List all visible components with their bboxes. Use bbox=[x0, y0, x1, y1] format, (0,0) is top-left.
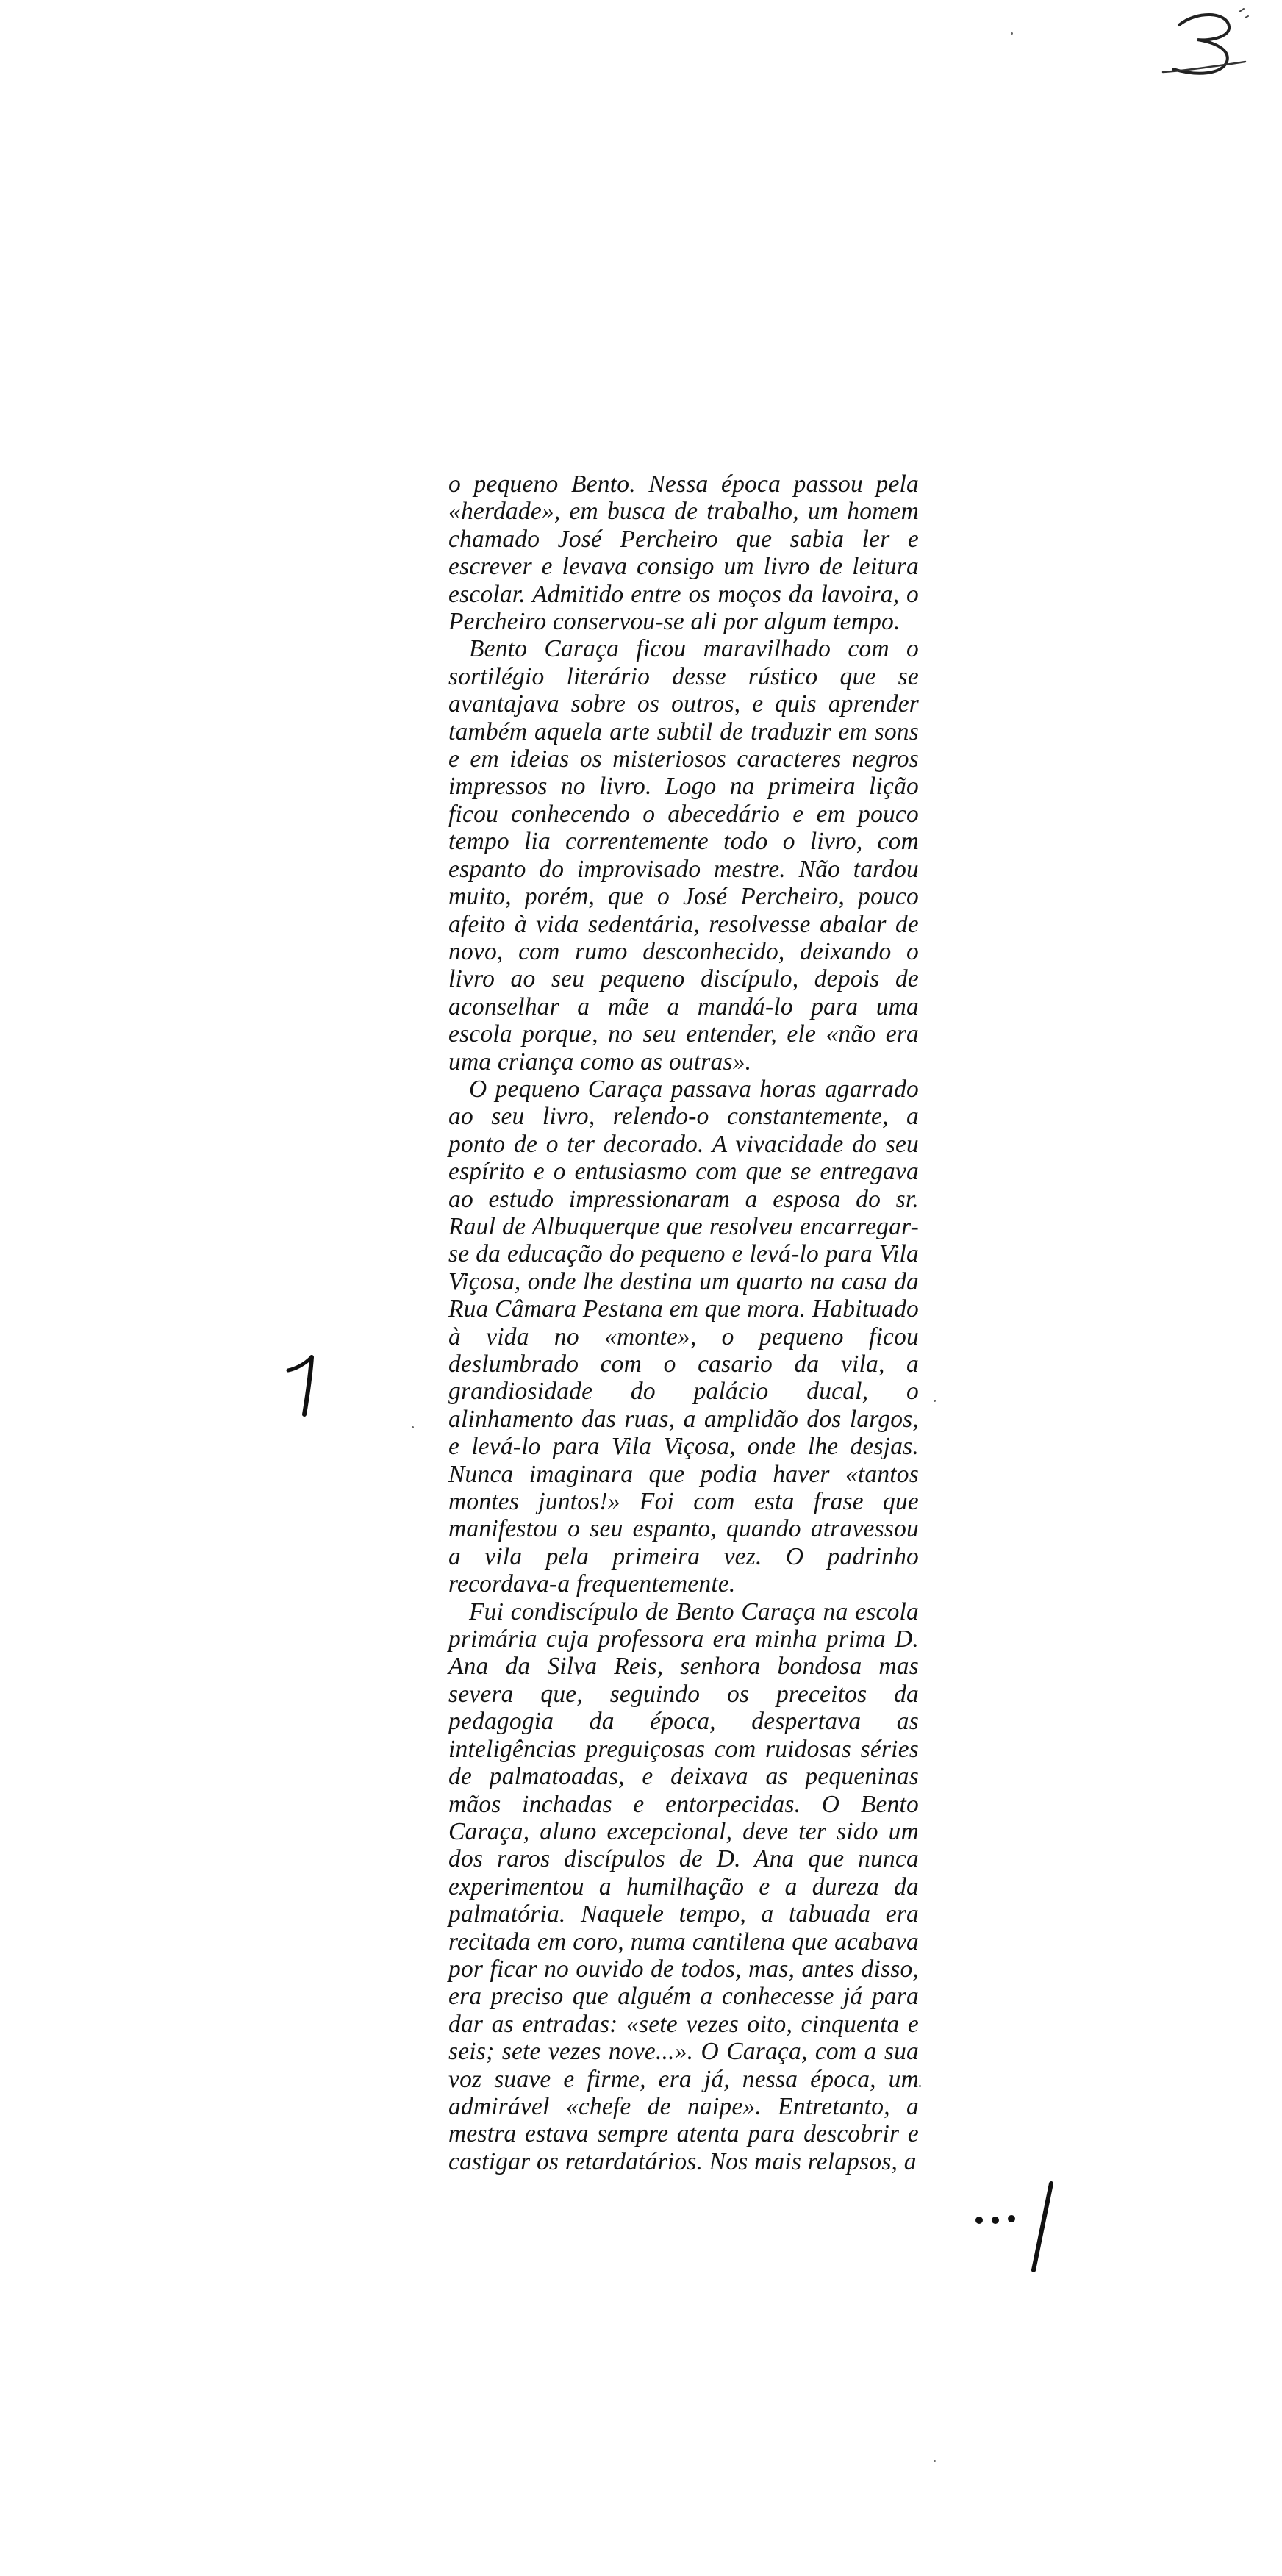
right-margin-mark bbox=[970, 2176, 1081, 2279]
scan-speck bbox=[919, 2085, 921, 2087]
paragraph-1: o pequeno Bento. Nessa época passou pela «herdade», em busca de trabalho, um homem chamado José Percheiro que sabia ler e escrever e levava consigo um livro de leitura escolar. Admitido entre os moços da lavoira, o Percheiro conservou-se ali por algum tempo. bbox=[448, 471, 919, 636]
paragraph-2: Bento Caraça ficou maravilhado com o sortilégio literário desse rústico que se avantajava sobre os outros, e quis aprender também aquela arte subtil de traduzir em sons e em ideias os misteriosos caracteres negros impressos no livro. Logo na primeira lição ficou conhecendo o abecedário e em pouco tempo lia correntemente todo o livro, com espanto do improvisado mestre. Não tardou muito, porém, que o José Percheiro, pouco afeito à vida sedentária, resolvesse abalar de novo, com rumo desconhecido, deixando o livro ao seu pequeno discípulo, depois de aconselhar a mãe a mandá-lo para uma escola porque, no seu entender, ele «não era uma criança como as outras». bbox=[448, 635, 919, 1076]
scan-speck bbox=[934, 2460, 936, 2462]
handwritten-page-number bbox=[1157, 4, 1253, 85]
left-margin-mark bbox=[282, 1351, 326, 1417]
article-text-column bbox=[448, 471, 919, 2175]
scan-speck bbox=[412, 1426, 414, 1428]
scan-speck bbox=[934, 1400, 936, 1402]
paragraph-4: Fui condiscípulo de Bento Caraça na escola primária cuja professora era minha prima D. Ana da Silva Reis, senhora bondosa mas severa que, seguindo os preceitos da pedagogia da época, despertava as inteligências preguiçosas com ruidosas séries de palmatoadas, e deixava as pequeninas mãos inchadas e entorpecidas. O Bento Caraça, aluno excepcional, deve ter sido um dos raros discípulos de D. Ana que nunca experimentou a humilhação e a dureza da palmatória. Naquele tempo, a tabuada era recitada em coro, numa cantilena que acabava por ficar no ouvido de todos, mas, antes disso, era preciso que alguém a conhecesse já para dar as entradas: «sete vezes oito, cinquenta e seis; sete vezes nove...». O Caraça, com a sua voz suave e firme, era já, nessa época, um admirável «chefe de naipe». Entretanto, a mestra estava sempre atenta para descobrir e castigar os retardatários. Nos mais relapsos, a bbox=[448, 1598, 919, 2175]
paragraph-3: O pequeno Caraça passava horas agarrado ao seu livro, relendo-o constantemente, a ponto de o ter decorado. A vivacidade do seu espírito e o entusiasmo com que se entregava ao estudo impressionaram a esposa do sr. Raul de Albuquerque que resolveu encarregar-se da educação do pequeno e levá-lo para Vila Viçosa, onde lhe destina um quarto na casa da Rua Câmara Pestana em que mora. Habituado à vida no «monte», o pequeno ficou deslumbrado com o casario da vila, a grandiosidade do palácio ducal, o alinhamento das ruas, a amplidão dos largos, e levá-lo para Vila Viçosa, onde lhe desjas. Nunca imaginara que podia haver «tantos montes juntos!» Foi com esta frase que manifestou o seu espanto, quando atravessou a vila pela primeira vez. O padrinho recordava-a frequentemente. bbox=[448, 1075, 920, 1598]
scan-speck bbox=[1011, 32, 1013, 35]
